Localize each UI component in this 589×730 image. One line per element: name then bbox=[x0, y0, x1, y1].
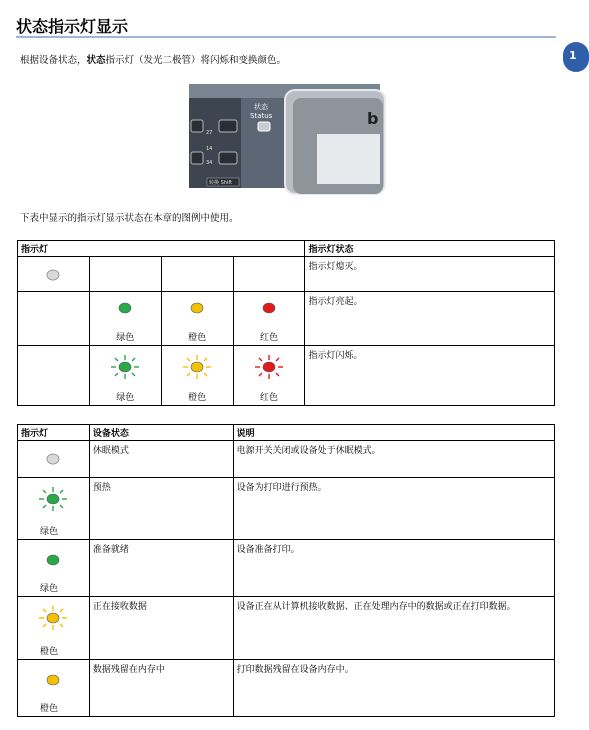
intro-prefix: 根据设备状态， bbox=[20, 55, 87, 66]
chapter-tab-label: 1 bbox=[569, 49, 577, 62]
status-led-cell bbox=[18, 441, 90, 478]
status-desc: 设备准备打印。 bbox=[233, 540, 554, 597]
intro-text bbox=[20, 52, 286, 66]
control-panel-photo bbox=[189, 84, 380, 188]
legend-cell bbox=[89, 292, 161, 346]
legend-color-label: 绿色 bbox=[116, 333, 135, 343]
status-desc: 电源开关关闭或设备处于休眠模式。 bbox=[233, 441, 554, 478]
legend-color-label: 绿色 bbox=[116, 393, 135, 403]
status-row-sleep bbox=[18, 441, 555, 478]
legend-cell bbox=[161, 257, 233, 292]
status-row-warmup bbox=[18, 478, 555, 540]
key-number-3: 34 bbox=[206, 160, 213, 166]
led-red-on-icon bbox=[261, 302, 277, 314]
status-text: 正在接收数据 bbox=[89, 597, 233, 660]
legend-cell bbox=[89, 346, 161, 406]
legend-cell bbox=[89, 257, 161, 292]
status-desc: 设备正在从计算机接收数据、正在处理内存中的数据或正在打印数据。 bbox=[233, 597, 554, 660]
device-status-table bbox=[17, 424, 555, 717]
legend-cell bbox=[233, 292, 305, 346]
led-green-on-icon bbox=[45, 554, 61, 566]
status-text: 预热 bbox=[89, 478, 233, 540]
led-off-icon bbox=[45, 453, 61, 465]
legend-color-label: 橙色 bbox=[188, 393, 207, 403]
caption-text: 下表中显示的指示灯显示状态在本章的图例中使用。 bbox=[20, 213, 239, 224]
key-number-2: 14 bbox=[206, 146, 213, 152]
led-green-on-icon bbox=[117, 302, 133, 314]
legend-row-on bbox=[18, 292, 555, 346]
status-header-status: 设备状态 bbox=[89, 425, 233, 441]
status-header-desc: 说明 bbox=[233, 425, 554, 441]
led-orange-blink-icon bbox=[182, 354, 212, 380]
chapter-tab[interactable] bbox=[563, 42, 589, 72]
status-led-cell bbox=[18, 478, 90, 540]
status-row-data-in-memory bbox=[18, 660, 555, 717]
status-label-en: Status bbox=[250, 112, 273, 120]
brand-letter: b bbox=[367, 109, 379, 128]
led-orange-blink-icon bbox=[38, 605, 68, 631]
status-row-receiving bbox=[18, 597, 555, 660]
status-led-label: 绿色 bbox=[40, 584, 59, 594]
legend-row-blink bbox=[18, 346, 555, 406]
intro-suffix: 指示灯（发光二极管）将闪烁和变换颜色。 bbox=[105, 55, 287, 66]
legend-color-label: 红色 bbox=[260, 393, 279, 403]
legend-color-label: 橙色 bbox=[188, 333, 207, 343]
led-off-icon bbox=[45, 269, 61, 281]
legend-state-text: 指示灯熄灭。 bbox=[305, 257, 555, 292]
legend-cell bbox=[233, 346, 305, 406]
status-row-ready bbox=[18, 540, 555, 597]
legend-cell bbox=[18, 346, 90, 406]
status-led-cell bbox=[18, 540, 90, 597]
legend-row-off bbox=[18, 257, 555, 292]
status-desc: 设备为打印进行预热。 bbox=[233, 478, 554, 540]
status-led-label: 绿色 bbox=[40, 527, 59, 537]
legend-cell bbox=[233, 257, 305, 292]
legend-header-state: 指示灯状态 bbox=[305, 241, 555, 257]
legend-state-text: 指示灯亮起。 bbox=[305, 292, 555, 346]
legend-cell bbox=[18, 292, 90, 346]
led-green-blink-icon bbox=[110, 354, 140, 380]
status-led-cell bbox=[18, 660, 90, 717]
status-led-label: 橙色 bbox=[40, 704, 59, 714]
led-red-blink-icon bbox=[254, 354, 284, 380]
title-rule bbox=[16, 36, 556, 38]
led-orange-on-icon bbox=[189, 302, 205, 314]
status-header-led: 指示灯 bbox=[18, 425, 90, 441]
page-title: 状态指示灯显示 bbox=[16, 17, 129, 36]
status-text: 数据残留在内存中 bbox=[89, 660, 233, 717]
legend-state-text: 指示灯闪烁。 bbox=[305, 346, 555, 406]
led-green-blink-icon bbox=[38, 486, 68, 512]
status-label-cn: 状态 bbox=[254, 103, 268, 111]
shift-key-label: 转换 Shift bbox=[209, 180, 232, 186]
status-header-row bbox=[18, 425, 555, 441]
legend-cell bbox=[161, 346, 233, 406]
led-orange-on-icon bbox=[45, 674, 61, 686]
legend-cell bbox=[18, 257, 90, 292]
legend-cell bbox=[161, 292, 233, 346]
status-led-photo bbox=[258, 122, 270, 131]
legend-header-led: 指示灯 bbox=[18, 241, 305, 257]
legend-color-label: 红色 bbox=[260, 333, 279, 343]
status-led-cell bbox=[18, 597, 90, 660]
status-desc: 打印数据残留在设备内存中。 bbox=[233, 660, 554, 717]
status-led-label: 橙色 bbox=[40, 647, 59, 657]
legend-header-row bbox=[18, 241, 555, 257]
key-number-1: 27 bbox=[206, 130, 213, 136]
led-legend-table bbox=[17, 240, 555, 406]
intro-bold: 状态 bbox=[86, 55, 106, 66]
status-text: 休眠模式 bbox=[89, 441, 233, 478]
status-text: 准备就绪 bbox=[89, 540, 233, 597]
